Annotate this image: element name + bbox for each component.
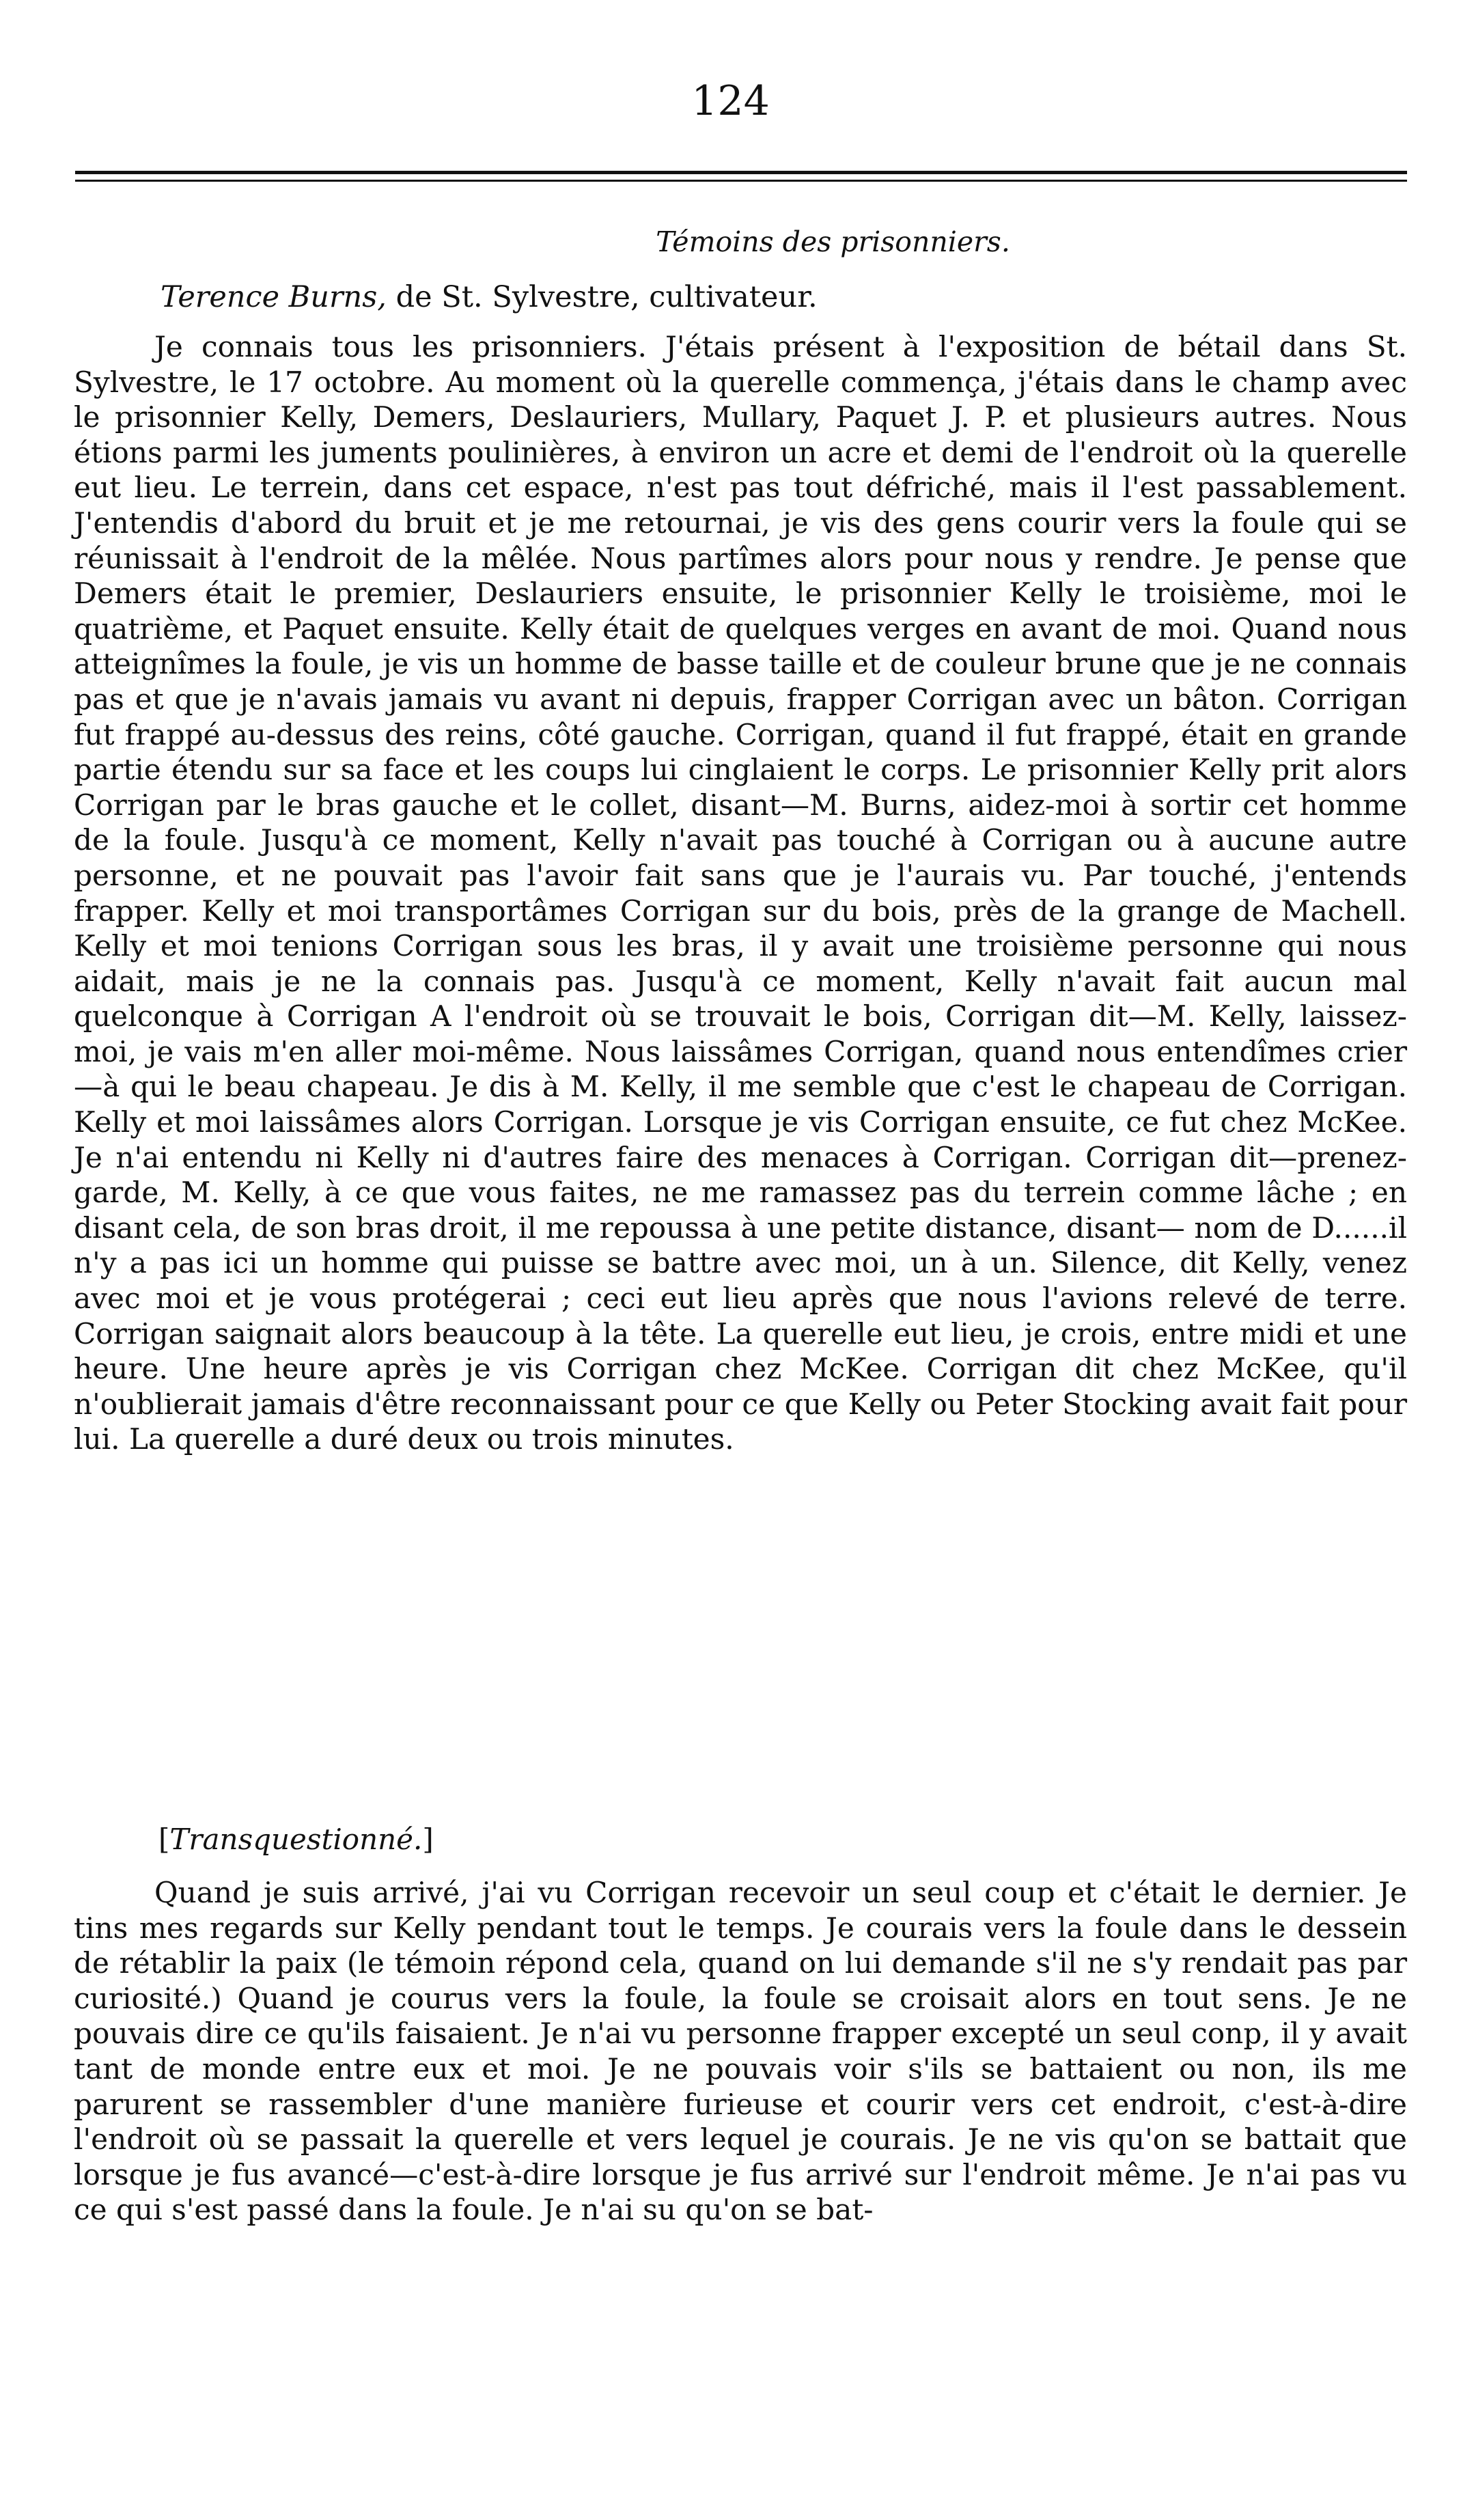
bracket-open: [ [158,1823,170,1856]
testimony-paragraph: Je connais tous les prisonniers. J'étais présent à l'exposition de bétail dans St. Sylvestre, le 17 octobre. Au moment où la querelle commença, j'étais dans le champ avec le prisonnier Kelly, Demers, Deslauriers, Mullary, Paquet J. P. et plusieurs autres. Nous étions parmi les juments poulinières, à environ un acre et demi de l'endroit où la querelle eut lieu. Le terrein, dans cet espace, n'est pas tout défriché, mais il l'est passablement. J'entendis d'abord du bruit et je me retournai, je vis des gens courir vers la foule qui se réunissait à l'endroit de la mêlée. Nous partîmes alors pour nous y rendre. Je pense que Demers était le premier, Deslauriers ensuite, le prisonnier Kelly le troisième, moi le quatrième, et Paquet ensuite. Kelly était de quelques verges en avant de moi. Quand nous atteignîmes la foule, je vis un homme de basse taille et de couleur brune que je ne connais pas et que je n'avais jamais vu avant ni depuis, frapper Corrigan avec un bâton. Corrigan fut frappé au-dessus des reins, côté gauche. Corrigan, quand il fut frappé, était en grande partie étendu sur sa face et les coups lui cinglaient le corps. Le prisonnier Kelly prit alors Corrigan par le bras gauche et le collet, disant—M. Burns, aidez-moi à sortir cet homme de la foule. Jusqu'à ce moment, Kelly n'avait pas touché à Corrigan ou à aucune autre personne, et ne pouvait pas l'avoir fait sans que je l'aurais vu. Par touché, j'entends frapper. Kelly et moi transportâmes Corrigan sur du bois, près de la grange de Machell. Kelly et moi tenions Corrigan sous les bras, il y avait une troisième personne qui nous aidait, mais je ne la connais pas. Jusqu'à ce moment, Kelly n'avait fait aucun mal quelconque à Corrigan A l'endroit où se trouvait le bois, Corrigan dit—M. Kelly, laissez-moi, je vais m'en aller moi-même. Nous laissâmes Corrigan, quand nous entendîmes crier—à qui le beau chapeau. Je dis à M. Kelly, il me semble que c'est le chapeau de Corrigan. Kelly et moi laissâmes alors Corrigan. Lorsque je vis Corrigan ensuite, ce fut chez McKee. Je n'ai entendu ni Kelly ni d'autres faire des menaces à Corrigan. Corrigan dit—prenez-garde, M. Kelly, à ce que vous faites, ne me ramassez pas du terrein comme lâche ; en disant cela, de son bras droit, il me repoussa à une petite distance, disant— nom de D......il n'y a pas ici un homme qui puisse se battre avec moi, un à un. Silence, dit Kelly, venez avec moi et je vous protégerai ; ceci eut lieu après que nous l'avions relevé de terre. Corrigan saignait alors beaucoup à la tête. La querelle eut lieu, je crois, entre midi et une heure. Une heure après je vis Corrigan chez McKee. Corrigan dit chez McKee, qu'il n'oublierait jamais d'être reconnaissant pour ce que Kelly ou Peter Stocking avait fait pour lui. La querelle a duré deux ou trois minutes. [74,330,1407,1456]
section-heading: Témoins des prisonniers. [656,225,1010,258]
witness-name: Terence Burns, [161,280,387,314]
header-rule-thin [75,180,1407,182]
cross-examination-text: Transquestionné. [169,1823,423,1856]
header-rule-thick [75,171,1407,174]
bracket-close: ] [422,1823,434,1856]
cross-examination-label [158,1823,434,1856]
witness-details: de St. Sylvestre, cultivateur. [386,280,818,314]
cross-examination-paragraph: Quand je suis arrivé, j'ai vu Corrigan recevoir un seul coup et c'était le dernier. Je tins mes regards sur Kelly pendant tout le temps. Je courais vers la foule dans le dessein de rétablir la paix (le témoin répond cela, quand on lui demande s'il ne s'y rendait pas par curiosité.) Quand je courus vers la foule, la foule se croisait alors en tout sens. Je ne pouvais dire ce qu'ils faisaient. Je n'ai vu personne frapper excepté un seul conp, il y avait tant de monde entre eux et moi. Je ne pouvais voir s'ils se battaient ou non, ils me parurent se rassembler d'une manière furieuse et courir vers cet endroit, c'est-à-dire l'endroit où se passait la querelle et vers lequel je courais. Je ne vis qu'on se battait que lorsque je fus avancé—c'est-à-dire lorsque je fus arrivé sur l'endroit même. Je n'ai pas vu ce qui s'est passé dans la foule. Je n'ai su qu'on se bat- [74,1876,1407,2227]
page-number: 124 [691,77,770,125]
witness-line [161,280,818,314]
